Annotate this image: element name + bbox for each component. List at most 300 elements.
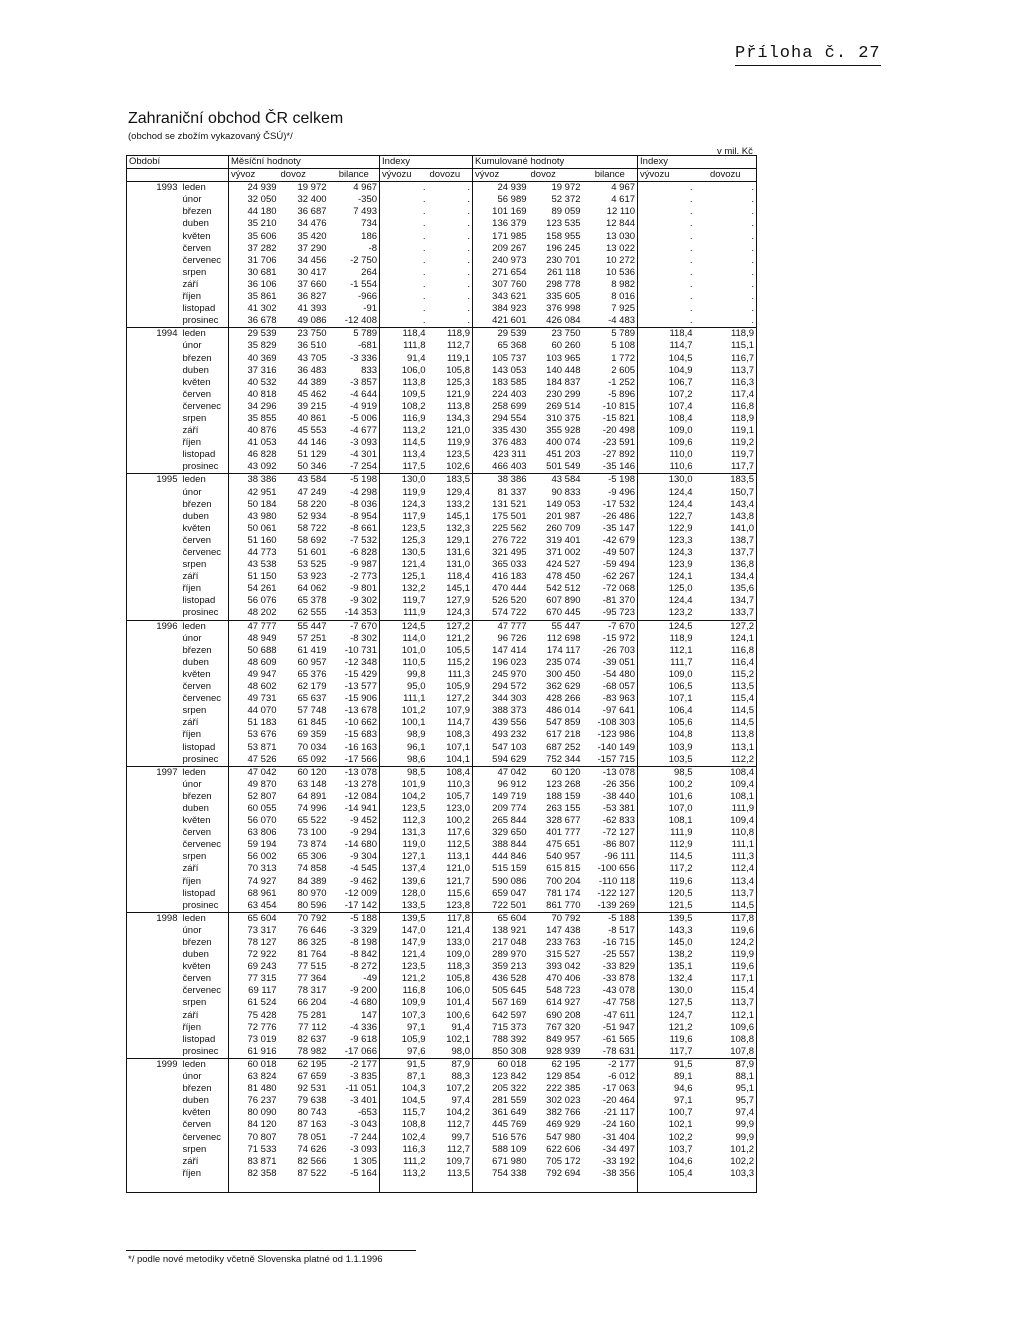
month-cell: duben <box>181 657 229 669</box>
year-cell <box>127 937 181 949</box>
value-cell: -16 715 <box>583 937 638 949</box>
value-cell: 87 522 <box>297 1167 327 1179</box>
value-cell: 107,2 <box>668 388 693 400</box>
table-row <box>127 461 757 474</box>
value-cell: 100,6 <box>428 1010 473 1022</box>
value-cell: 99,9 <box>695 1119 757 1131</box>
value-cell: 131,6 <box>428 547 473 559</box>
value-cell: 113,7 <box>695 888 757 900</box>
value-cell: 29 539 <box>229 328 279 341</box>
value-cell: 68 961 <box>247 887 277 899</box>
value-cell: 294 554 <box>492 412 527 424</box>
value-cell: 127,9 <box>428 595 473 607</box>
month-cell: březen <box>181 1083 229 1095</box>
year-cell <box>127 1119 181 1131</box>
value-cell: . <box>689 230 693 242</box>
value-cell: 470 406 <box>546 973 581 985</box>
value-cell: 77 364 <box>297 973 327 985</box>
value-cell: 102,4 <box>401 1131 426 1143</box>
year-cell <box>127 961 181 973</box>
value-cell: 107,3 <box>401 1009 426 1021</box>
year-cell <box>127 754 181 767</box>
year-cell <box>127 839 181 851</box>
value-cell: 48 949 <box>247 632 277 644</box>
value-cell: 183 585 <box>492 376 527 388</box>
value-cell: -72 127 <box>583 827 638 839</box>
value-cell: 147 <box>329 1010 380 1022</box>
year-cell <box>127 657 181 669</box>
header-monthly: Měsíční hodnoty <box>229 156 380 169</box>
value-cell: 24 939 <box>247 182 277 194</box>
unit-label: v mil. Kč <box>717 146 753 157</box>
value-cell: 121,2 <box>668 1021 693 1033</box>
value-cell: 109,5 <box>401 388 426 400</box>
value-cell: -33 878 <box>583 973 638 985</box>
value-cell: 67 659 <box>297 1071 327 1083</box>
value-cell: -38 356 <box>583 1168 638 1180</box>
value-cell: 119,6 <box>695 961 757 973</box>
value-cell: -140 149 <box>583 742 638 754</box>
value-cell: 129,4 <box>428 487 473 499</box>
value-cell: 105,6 <box>668 717 693 729</box>
value-cell: 106,4 <box>668 705 693 717</box>
year-cell <box>127 681 181 693</box>
value-cell: 62 195 <box>529 1058 583 1071</box>
table-row <box>127 595 757 607</box>
value-cell: 114,5 <box>695 900 757 913</box>
value-cell: 111,9 <box>403 607 426 619</box>
value-cell: -3 336 <box>329 353 380 365</box>
value-cell: 63 454 <box>247 899 277 911</box>
table-row <box>127 267 757 279</box>
value-cell: 36 827 <box>297 291 327 303</box>
value-cell: -10 815 <box>583 401 638 413</box>
month-cell: listopad <box>181 742 229 754</box>
value-cell: 112,1 <box>669 644 693 656</box>
month-cell: říjen <box>181 291 229 303</box>
value-cell: 129 854 <box>546 1071 581 1083</box>
value-cell: -9 302 <box>329 595 380 607</box>
value-cell: 143,4 <box>695 499 757 511</box>
value-cell: . <box>428 206 473 218</box>
value-cell: 117,7 <box>695 461 757 474</box>
value-cell: 13 030 <box>583 231 638 243</box>
table-row <box>127 303 757 315</box>
table-row <box>127 657 757 669</box>
value-cell: 186 <box>329 231 380 243</box>
value-cell: 321 495 <box>492 547 527 558</box>
year-cell <box>127 645 181 657</box>
value-cell: 97,1 <box>407 1021 426 1033</box>
month-cell: červenec <box>181 401 229 413</box>
value-cell: 147 414 <box>492 644 527 656</box>
value-cell: 113,8 <box>695 729 757 741</box>
header-cumulative: Kumulované hodnoty <box>473 156 638 169</box>
value-cell: 139,5 <box>380 912 428 925</box>
value-cell: 73 100 <box>297 827 327 839</box>
value-cell: 138 921 <box>492 924 527 936</box>
value-cell: 466 403 <box>492 461 527 473</box>
value-cell: 526 520 <box>492 595 527 607</box>
value-cell: 112 698 <box>546 632 581 644</box>
value-cell: 115,7 <box>402 1107 426 1119</box>
value-cell: 90 833 <box>551 486 581 498</box>
value-cell: 77 315 <box>247 973 277 985</box>
value-cell: -110 118 <box>583 876 638 888</box>
value-cell: 47 042 <box>473 766 529 779</box>
table-row <box>127 1107 757 1119</box>
value-cell: 45 553 <box>297 425 327 437</box>
table-row <box>127 729 757 741</box>
value-cell: 88,1 <box>695 1071 757 1083</box>
value-cell: 114,7 <box>669 340 693 352</box>
value-cell: 41 302 <box>247 303 277 315</box>
value-cell: 548 723 <box>546 985 581 997</box>
value-cell: -17 566 <box>329 754 380 767</box>
value-cell: 143 053 <box>492 364 527 376</box>
value-cell: 81 337 <box>497 486 527 498</box>
month-cell: leden <box>181 766 229 779</box>
value-cell: . <box>689 303 693 315</box>
value-cell: 115,6 <box>428 888 473 900</box>
value-cell: 72 922 <box>247 949 277 961</box>
value-cell: 767 320 <box>546 1021 581 1033</box>
value-cell: 271 654 <box>492 266 527 278</box>
value-cell: 264 <box>329 267 380 279</box>
value-cell: -8 842 <box>329 949 380 961</box>
value-cell: 118,9 <box>669 632 693 644</box>
value-cell: 89,1 <box>674 1071 693 1083</box>
year-cell <box>127 705 181 717</box>
value-cell: 133,7 <box>695 607 757 620</box>
month-cell: prosinec <box>181 900 229 913</box>
value-cell: . <box>422 291 426 303</box>
month-cell: září <box>181 279 229 291</box>
month-cell: březen <box>181 645 229 657</box>
value-cell: 10 536 <box>583 267 638 279</box>
value-cell: 55 447 <box>279 620 329 633</box>
value-cell: 53 676 <box>247 729 277 741</box>
value-cell: 258 699 <box>492 400 527 412</box>
month-cell: duben <box>181 218 229 230</box>
year-cell <box>127 535 181 547</box>
year-cell <box>127 1095 181 1107</box>
value-cell: 111,1 <box>695 839 757 851</box>
month-cell: říjen <box>181 876 229 888</box>
value-cell: -17 066 <box>329 1046 380 1059</box>
month-cell: březen <box>181 353 229 365</box>
value-cell: 788 392 <box>492 1033 527 1045</box>
value-cell: 78 127 <box>247 937 277 948</box>
value-cell: -10 731 <box>329 645 380 657</box>
value-cell: -39 051 <box>583 657 638 669</box>
value-cell: 101,2 <box>401 705 426 717</box>
value-cell: . <box>428 279 473 291</box>
value-cell: 475 651 <box>546 839 581 851</box>
year-cell <box>127 559 181 571</box>
value-cell: -20 498 <box>583 425 638 437</box>
year-cell <box>127 571 181 583</box>
month-cell: listopad <box>181 1034 229 1046</box>
value-cell: 109,6 <box>695 1022 757 1034</box>
value-cell: 112,9 <box>669 839 693 851</box>
value-cell: 82 358 <box>247 1167 277 1179</box>
month-cell: listopad <box>181 595 229 607</box>
value-cell: 141,0 <box>695 523 757 535</box>
value-cell: -47 611 <box>583 1010 638 1022</box>
value-cell: 118,9 <box>428 328 473 341</box>
value-cell: -2 177 <box>329 1058 380 1071</box>
value-cell: 109,0 <box>428 949 473 961</box>
value-cell: 121,7 <box>428 876 473 888</box>
month-cell: červen <box>181 973 229 985</box>
value-cell: 111,1 <box>403 693 426 705</box>
value-cell: 113,4 <box>695 876 757 888</box>
value-cell: 659 047 <box>492 887 527 899</box>
value-cell: 171 985 <box>492 230 527 242</box>
year-cell: 1993 <box>127 182 181 195</box>
value-cell: 104,8 <box>668 729 693 741</box>
value-cell: -12 348 <box>329 657 380 669</box>
value-cell: 96 912 <box>497 778 527 790</box>
value-cell: . <box>689 278 693 290</box>
value-cell: 89 059 <box>551 206 581 218</box>
value-cell: 184 837 <box>546 376 581 388</box>
value-cell: -13 577 <box>329 681 380 693</box>
value-cell: 48 202 <box>247 607 277 619</box>
value-cell: . <box>689 218 693 230</box>
value-cell: 233 763 <box>546 937 581 948</box>
value-cell: 98,5 <box>638 766 695 779</box>
year-cell <box>127 389 181 401</box>
value-cell: 140 448 <box>546 364 581 376</box>
year-cell <box>127 425 181 437</box>
year-cell <box>127 461 181 474</box>
value-cell: -7 670 <box>329 620 380 633</box>
value-cell: 38 386 <box>229 474 279 487</box>
value-cell: -100 656 <box>583 863 638 875</box>
value-cell: 113,5 <box>695 681 757 693</box>
value-cell: 36 678 <box>247 315 277 327</box>
value-cell: -51 947 <box>583 1022 638 1034</box>
value-cell: 98,9 <box>407 729 426 741</box>
value-cell: 47 777 <box>229 620 279 633</box>
value-cell: -5 188 <box>583 912 638 925</box>
value-cell: 108,1 <box>668 815 693 827</box>
value-cell: 493 232 <box>492 729 527 741</box>
table-row <box>127 1156 757 1168</box>
value-cell: -9 618 <box>329 1034 380 1046</box>
header-cum-index-vyvozu: vývozu <box>638 169 695 182</box>
year-cell <box>127 925 181 937</box>
value-cell: 615 815 <box>546 863 581 875</box>
value-cell: 101,9 <box>401 778 426 790</box>
month-cell: listopad <box>181 449 229 461</box>
value-cell: -9 801 <box>329 583 380 595</box>
value-cell: -17 063 <box>583 1083 638 1095</box>
value-cell: 112,7 <box>428 340 473 352</box>
value-cell: 43 092 <box>247 461 277 473</box>
value-cell: 62 179 <box>297 681 327 693</box>
value-cell: . <box>695 267 757 279</box>
value-cell: 108,4 <box>428 766 473 779</box>
value-cell: 74 996 <box>297 802 327 814</box>
value-cell: 106,0 <box>428 985 473 997</box>
value-cell: 105,5 <box>428 645 473 657</box>
value-cell: 53 525 <box>297 559 327 571</box>
value-cell: -27 892 <box>583 449 638 461</box>
value-cell: 41 393 <box>297 303 327 315</box>
value-cell: 129,1 <box>428 535 473 547</box>
value-cell: 44 180 <box>247 206 277 218</box>
value-cell: 104,5 <box>401 1095 426 1107</box>
value-cell: 123 535 <box>546 218 581 230</box>
value-cell: 30 417 <box>297 266 327 278</box>
value-cell: 58 692 <box>297 534 327 546</box>
value-cell: 117,1 <box>695 973 757 985</box>
value-cell: 388 373 <box>492 705 527 717</box>
value-cell: 361 649 <box>492 1107 527 1119</box>
value-cell: -1 554 <box>329 279 380 291</box>
header-cum-index-dovozu: dovozu <box>695 169 757 182</box>
value-cell: -4 919 <box>329 401 380 413</box>
value-cell: . <box>422 230 426 242</box>
value-cell: 69 243 <box>247 961 277 973</box>
value-cell: 125,3 <box>401 534 426 546</box>
value-cell: -13 078 <box>329 766 380 779</box>
value-cell: 124,1 <box>668 571 693 583</box>
value-cell: 80 743 <box>297 1107 327 1119</box>
value-cell: 108,8 <box>695 1034 757 1046</box>
value-cell: 40 818 <box>247 388 277 400</box>
value-cell: -59 494 <box>583 559 638 571</box>
value-cell: 329 650 <box>492 827 527 839</box>
value-cell: 121,0 <box>428 863 473 875</box>
value-cell: 114,5 <box>695 717 757 729</box>
table-row <box>127 583 757 595</box>
value-cell: 138,2 <box>668 949 693 961</box>
page-title: Zahraniční obchod ČR celkem <box>128 110 344 127</box>
value-cell: -7 244 <box>329 1132 380 1144</box>
table-row <box>127 535 757 547</box>
value-cell: . <box>689 254 693 266</box>
value-cell: . <box>428 303 473 315</box>
month-cell: duben <box>181 803 229 815</box>
value-cell: 100,2 <box>668 778 693 790</box>
table-row <box>127 206 757 218</box>
value-cell: 108,2 <box>401 400 426 412</box>
value-cell: 222 385 <box>546 1083 581 1095</box>
table-row <box>127 717 757 729</box>
table-row <box>127 1168 757 1180</box>
value-cell: 401 777 <box>546 827 581 839</box>
value-cell: 8 982 <box>583 279 638 291</box>
year-cell <box>127 791 181 803</box>
value-cell: 61 845 <box>297 717 327 729</box>
value-cell: . <box>428 267 473 279</box>
value-cell: 12 110 <box>583 206 638 218</box>
value-cell: 158 955 <box>546 230 581 242</box>
value-cell: -9 304 <box>329 851 380 863</box>
value-cell: -2 177 <box>583 1058 638 1071</box>
value-cell: 65 368 <box>497 340 527 352</box>
value-cell: -14 353 <box>329 607 380 620</box>
value-cell: 61 419 <box>297 644 327 656</box>
value-cell: 245 970 <box>492 668 527 680</box>
value-cell: 71 533 <box>247 1143 277 1155</box>
value-cell: 119,1 <box>695 425 757 437</box>
year-cell <box>127 523 181 535</box>
value-cell: 78 051 <box>297 1131 327 1143</box>
value-cell: 48 609 <box>247 656 277 668</box>
value-cell: 74 927 <box>247 875 277 887</box>
value-cell: 123,0 <box>428 803 473 815</box>
value-cell: 63 148 <box>297 778 327 790</box>
table-row <box>127 547 757 559</box>
table-row <box>127 353 757 365</box>
value-cell: 470 444 <box>492 583 527 595</box>
value-cell: 117,9 <box>402 510 426 522</box>
value-cell: -15 821 <box>583 413 638 425</box>
table-row <box>127 315 757 328</box>
table-row <box>127 389 757 401</box>
value-cell: 37 290 <box>297 242 327 254</box>
table-row <box>127 1071 757 1083</box>
table-row <box>127 973 757 985</box>
month-cell: červenec <box>181 547 229 559</box>
table-row <box>127 669 757 681</box>
value-cell: 36 483 <box>297 364 327 376</box>
value-cell: -123 986 <box>583 729 638 741</box>
value-cell: 119,1 <box>428 353 473 365</box>
table-row <box>127 803 757 815</box>
value-cell: 139,6 <box>401 875 426 887</box>
value-cell: 35 829 <box>247 340 277 352</box>
value-cell: 133,2 <box>428 499 473 511</box>
table-row <box>127 365 757 377</box>
year-cell <box>127 779 181 791</box>
value-cell: . <box>689 266 693 278</box>
value-cell: 123,3 <box>668 534 693 546</box>
year-cell <box>127 900 181 913</box>
value-cell: -3 093 <box>329 1144 380 1156</box>
year-cell <box>127 1132 181 1144</box>
value-cell: 121,5 <box>668 899 693 911</box>
value-cell: 32 400 <box>297 194 327 206</box>
value-cell: 607 890 <box>546 595 581 607</box>
value-cell: 113,8 <box>402 376 426 388</box>
year-cell <box>127 1071 181 1083</box>
value-cell: 111,3 <box>428 669 473 681</box>
month-cell: červenec <box>181 255 229 267</box>
value-cell: 65 522 <box>297 815 327 827</box>
value-cell: 81 764 <box>297 949 327 961</box>
value-cell: 100,1 <box>401 717 426 729</box>
value-cell: . <box>422 242 426 254</box>
value-cell: 54 261 <box>247 583 277 595</box>
value-cell: 95,0 <box>407 681 426 693</box>
value-cell: 132,4 <box>668 973 693 985</box>
value-cell: 424 527 <box>546 559 581 571</box>
value-cell: -15 683 <box>329 729 380 741</box>
value-cell: 97,4 <box>695 1107 757 1119</box>
year-cell <box>127 742 181 754</box>
value-cell: 115,1 <box>695 340 757 352</box>
year-cell <box>127 377 181 389</box>
value-cell: 315 527 <box>546 949 581 961</box>
month-cell: únor <box>181 779 229 791</box>
header-index-cumulative: Indexy <box>638 156 757 169</box>
